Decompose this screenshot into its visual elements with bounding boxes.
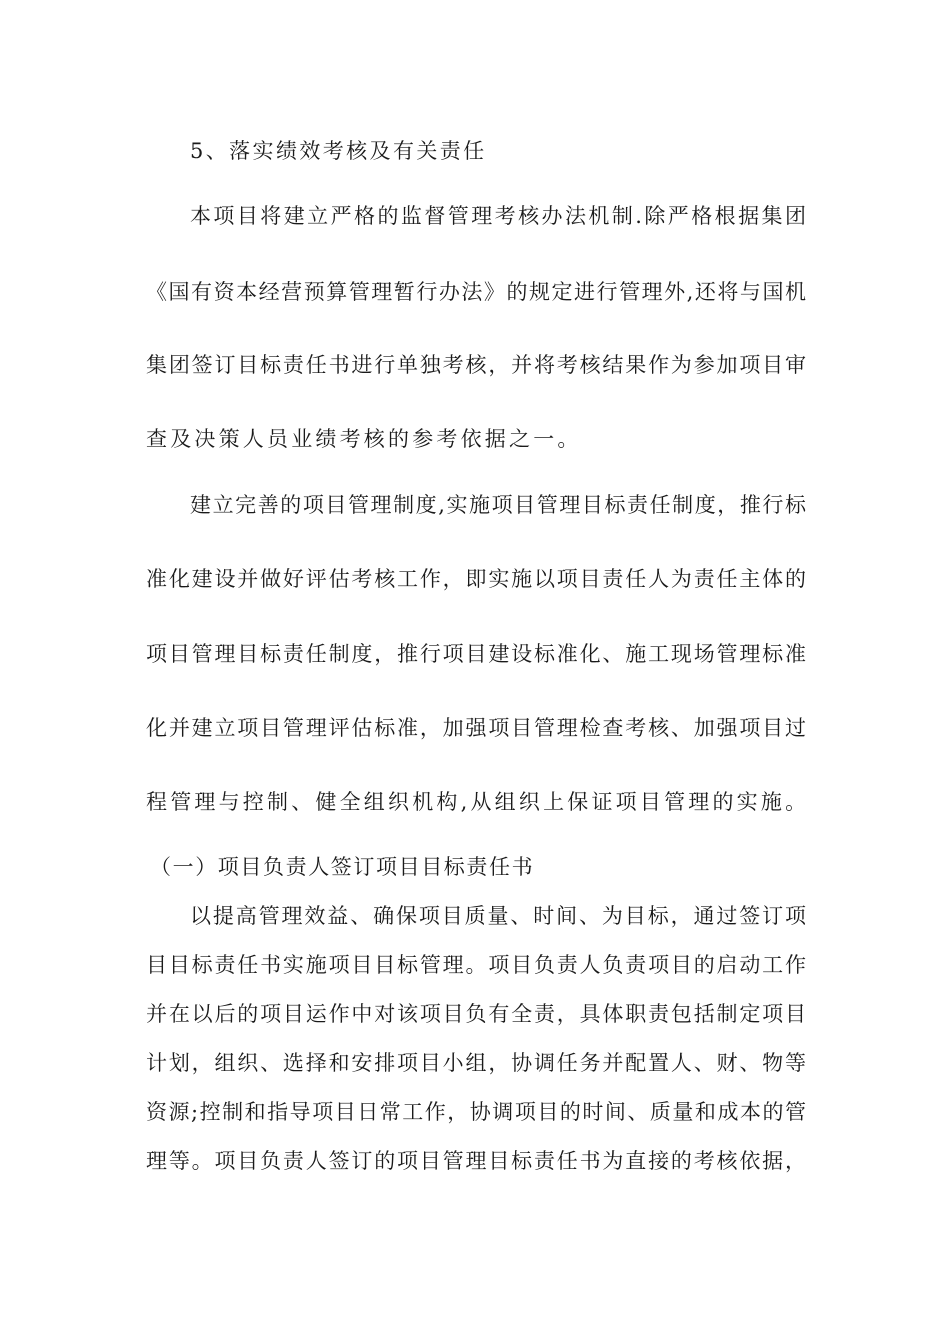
paragraph-line: 集团签订目标责任书进行单独考核，并将考核结果作为参加项目审 xyxy=(146,353,806,377)
paragraph-line: 建立完善的项目管理制度,实施项目管理目标责任制度，推行标 xyxy=(190,493,806,517)
paragraph-line: 理等。项目负责人签订的项目管理目标责任书为直接的考核依据， xyxy=(146,1149,806,1173)
paragraph-line: 准化建设并做好评估考核工作，即实施以项目责任人为责任主体的 xyxy=(146,567,806,591)
paragraph-line: 程管理与控制、健全组织机构,从组织上保证项目管理的实施。 xyxy=(146,790,810,814)
paragraph-line: 化并建立项目管理评估标准，加强项目管理检查考核、加强项目过 xyxy=(146,716,806,740)
paragraph-line: 本项目将建立严格的监督管理考核办法机制.除严格根据集团 xyxy=(190,204,806,228)
paragraph-line: 目目标责任书实施项目目标管理。项目负责人负责项目的启动工作 xyxy=(146,953,806,977)
paragraph-line: 并在以后的项目运作中对该项目负有全责，具体职责包括制定项目 xyxy=(146,1002,806,1026)
paragraph-line: 查及决策人员业绩考核的参考依据之一。 xyxy=(146,427,582,451)
paragraph-line: 资源;控制和指导项目日常工作，协调项目的时间、质量和成本的管 xyxy=(146,1100,806,1124)
section-heading: 5、落实绩效考核及有关责任 xyxy=(190,139,487,163)
subsection-heading: （一）项目负责人签订项目目标责任书 xyxy=(150,855,535,879)
paragraph-line: 项目管理目标责任制度，推行项目建设标准化、施工现场管理标准 xyxy=(146,642,806,666)
paragraph-line: 计划，组织、选择和安排项目小组，协调任务并配置人、财、物等 xyxy=(146,1051,806,1075)
paragraph-line: 以提高管理效益、确保项目质量、时间、为目标，通过签订项 xyxy=(190,904,806,928)
paragraph-line: 《国有资本经营预算管理暂行办法》的规定进行管理外,还将与国机 xyxy=(146,280,806,304)
